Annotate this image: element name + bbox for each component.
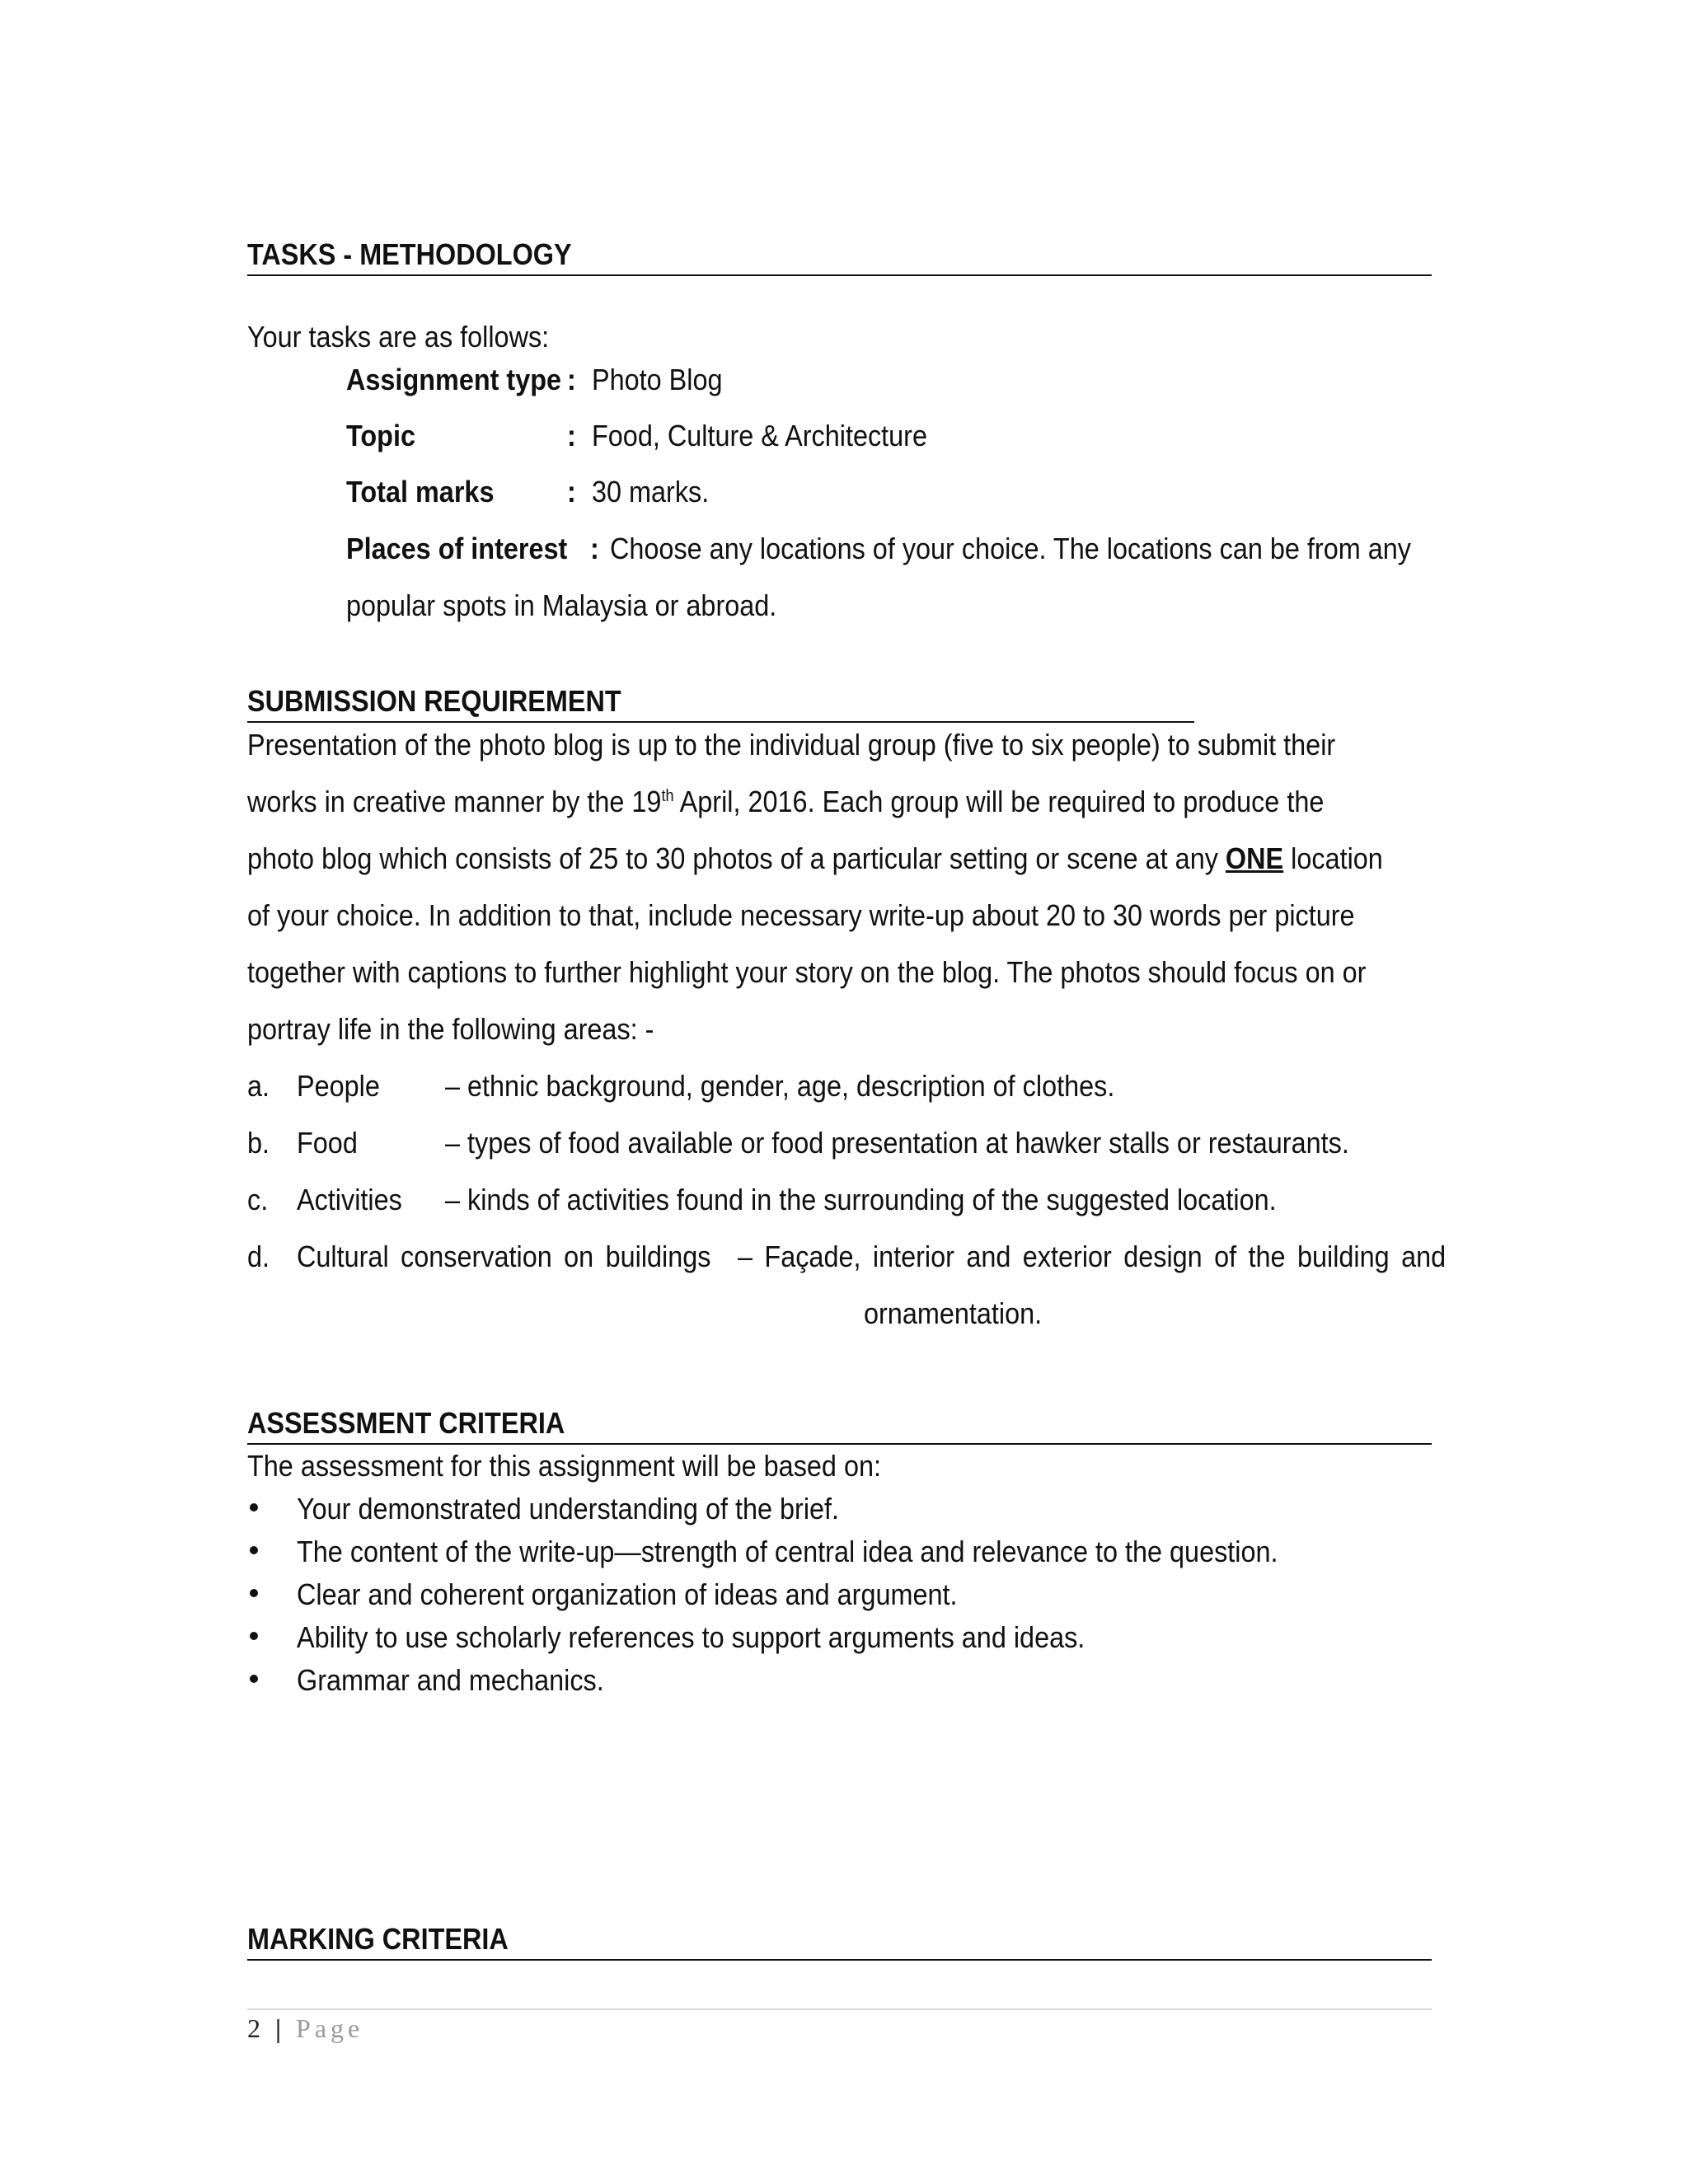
submission-heading-rule: [247, 721, 1194, 723]
submission-line-5: together with captions to further highlight your story on the blog. The photos should focus on or: [247, 955, 1367, 989]
submission-heading: SUBMISSION REQUIREMENT: [247, 684, 621, 718]
field-value-places-of-interest: Choose any locations of your choice. The locations can be from any: [610, 532, 1411, 565]
emphasis-one: ONE: [1225, 841, 1284, 875]
field-value-places-of-interest-cont: popular spots in Malaysia or abroad.: [346, 588, 777, 622]
area-item-marker: d.: [247, 1240, 270, 1273]
bullet-dot-icon: [250, 1589, 258, 1597]
area-item-desc-cont: ornamentation.: [864, 1296, 1043, 1330]
page-number: 2: [247, 2013, 265, 2043]
submission-line-6: portray life in the following areas: -: [247, 1012, 654, 1046]
field-sep-topic: :: [567, 419, 576, 452]
submission-line-2: works in creative manner by the 19th April, 2016. Each group will be required to produce the: [247, 785, 1325, 818]
bullet-dot-icon: [250, 1503, 258, 1511]
footer-rule: [247, 2008, 1432, 2010]
assessment-heading: ASSESSMENT CRITERIA: [247, 1406, 565, 1440]
area-item-marker: b.: [247, 1126, 270, 1160]
assessment-bullet: Your demonstrated understanding of the brief.: [297, 1492, 840, 1526]
marking-heading-rule: [247, 1959, 1432, 1961]
area-item-term: People: [297, 1069, 380, 1103]
field-sep-total-marks: :: [567, 475, 576, 509]
page-separator: |: [275, 2013, 286, 2043]
assessment-bullet: The content of the write-up—strength of central idea and relevance to the question.: [297, 1535, 1278, 1568]
bullet-dot-icon: [250, 1632, 258, 1640]
bullet-dot-icon: [250, 1546, 258, 1554]
area-item-term: Food: [297, 1126, 358, 1160]
field-value-total-marks: 30 marks.: [592, 475, 710, 509]
marking-heading: MARKING CRITERIA: [247, 1922, 509, 1956]
field-label-total-marks: Total marks: [346, 475, 495, 509]
field-label-topic: Topic: [346, 419, 415, 452]
tasks-intro: Your tasks are as follows:: [247, 320, 550, 354]
submission-line-4: of your choice. In addition to that, include necessary write-up about 20 to 30 words per picture: [247, 898, 1355, 932]
tasks-heading-rule: [247, 274, 1432, 276]
area-item-desc: – ethnic background, gender, age, description of clothes.: [445, 1069, 1115, 1103]
assessment-intro: The assessment for this assignment will be based on:: [247, 1449, 881, 1483]
page-footer: [247, 2013, 363, 2044]
field-value-assignment-type: Photo Blog: [592, 363, 723, 396]
assessment-bullet: Ability to use scholarly references to support arguments and ideas.: [297, 1620, 1085, 1654]
field-label-places-of-interest: Places of interest: [346, 532, 568, 565]
assessment-heading-rule: [247, 1443, 1432, 1445]
field-label-assignment-type: Assignment type: [346, 363, 562, 396]
area-item-marker: a.: [247, 1069, 270, 1103]
assessment-bullet: Grammar and mechanics.: [297, 1663, 604, 1697]
tasks-heading: TASKS - METHODOLOGY: [247, 237, 572, 271]
bullet-dot-icon: [250, 1675, 258, 1683]
area-item-marker: c.: [247, 1183, 269, 1216]
area-item-term: Activities: [297, 1183, 402, 1216]
area-item-term: Cultural conservation on buildings: [297, 1240, 711, 1273]
field-sep-assignment-type: :: [567, 363, 576, 396]
submission-line-1: Presentation of the photo blog is up to the individual group (five to six people) to submit their: [247, 728, 1336, 762]
area-item-desc: – kinds of activities found in the surrounding of the suggested location.: [445, 1183, 1277, 1216]
page-label: Page: [296, 2013, 364, 2043]
field-sep-places-of-interest: :: [590, 532, 599, 565]
area-item-desc: – types of food available or food presentation at hawker stalls or restaurants.: [445, 1126, 1349, 1160]
submission-line-3: photo blog which consists of 25 to 30 photos of a particular setting or scene at any ONE location: [247, 841, 1383, 875]
area-item-desc: – Façade, interior and exterior design of the building and: [738, 1240, 1447, 1273]
field-value-topic: Food, Culture & Architecture: [592, 419, 927, 452]
assessment-bullet: Clear and coherent organization of ideas and argument.: [297, 1577, 958, 1611]
